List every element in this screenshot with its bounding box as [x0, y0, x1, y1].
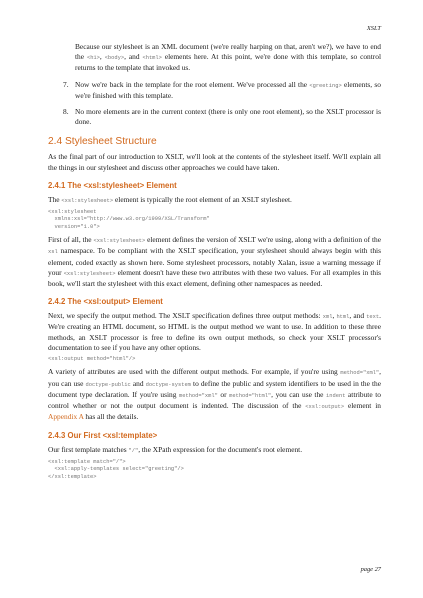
list-number-8: 8.: [63, 107, 69, 117]
code-xsl: xsl: [48, 249, 58, 256]
code-method-text: text: [366, 314, 380, 321]
intro-paragraph: [75, 42, 381, 74]
code-method-xml-attr-2: method="xml": [178, 392, 218, 399]
s242-p2-e: attribute to control whether or not the output document is indented. The discussion of the: [48, 389, 381, 411]
code-method-html-attr: method="html": [229, 392, 272, 399]
s241-p2-c: namespace. To be compliant with the XSLT specification, your stylesheet should always begin with this element, coded exactly as shown here. Some stylesheet processors, notably Xalan, issue a warning message if your: [48, 246, 381, 277]
running-header: XSLT: [366, 25, 381, 32]
s241-text-a: The: [48, 194, 60, 204]
code-root-match: "/": [128, 447, 139, 454]
intro-sep-1: ,: [99, 52, 102, 62]
section-heading-2-4-1: 2.4.1 The <xsl:stylesheet> Element: [48, 180, 177, 190]
code-block-output: <xsl:output method="html"/>: [48, 356, 136, 363]
code-doctype-system: doctype-system: [145, 381, 191, 388]
s242-p2-c: to define the public and system identifiers to be used in the the document type declaration. If you're using: [48, 378, 381, 399]
s241-p2-b: element defines the version of XSLT we're using, along with a definition of the: [147, 235, 381, 245]
s242-p2-f: element in: [347, 401, 381, 411]
list-number-7: 7.: [63, 79, 69, 89]
s242-p2-a: A variety of attributes are used with the different output methods. For example, if you're using: [48, 367, 338, 377]
code-block-template: <xsl:template match="/"> <xsl:apply-templates select="greeting"/> </xsl:template>: [48, 458, 184, 480]
page-number: page 27: [360, 566, 381, 573]
code-block-stylesheet: <xsl:stylesheet xmlns:xsl="http://www.w3.org/1999/XSL/Transform" version="1.0">: [48, 209, 210, 230]
code-body: <body>: [104, 55, 125, 62]
list-item-8: [63, 107, 381, 127]
list-item-8-text: No more elements are in the current context (there is only one root element), so the XSLT processor is done.: [75, 107, 381, 127]
stylesheet-intro-paragraph: [48, 195, 381, 206]
item7-text-a: Now we're back in the template for the root element. We've processed all the: [75, 79, 308, 89]
intro-text-1: Because our stylesheet is an XML document (we're really harping on that, aren't we?), we have to end the: [75, 42, 381, 62]
section-heading-2-4-2: 2.4.2 The <xsl:output> Element: [48, 297, 163, 307]
stylesheet-detail-paragraph: [48, 235, 381, 289]
code-xsl-stylesheet: <xsl:stylesheet>: [61, 197, 114, 204]
intro-text-2: elements here. At this point, we're done with this template, so control returns to the template that invoked us.: [75, 52, 382, 73]
appendix-a-link[interactable]: Appendix A: [48, 412, 84, 422]
item7-text-b: elements, so we're finished with this template.: [75, 79, 381, 100]
code-html: <html>: [142, 55, 162, 62]
code-method-xml: xml: [322, 314, 333, 321]
s243-p1-b: , the XPath expression for the document's root element.: [138, 444, 303, 454]
s241-p2-a: First of all, the: [48, 235, 92, 245]
s243-p1-a: Our first template matches: [48, 444, 127, 454]
s242-p2-g: has all the details.: [85, 412, 139, 422]
s242-p1-a: Next, we specify the output method. The XSLT specification defines three output methods:: [48, 311, 321, 321]
code-method-html: html: [336, 314, 350, 321]
output-methods-paragraph: Next, we specify the output method. The XSLT specification defines three output methods: xml, html, and text. We're creating an HTML document, so HTML is the output method we want to use. In addition to these three methods, an XSLT processor is free to define its own output methods, so check your XSLT processor's documentation to see if you have any other options.: [48, 311, 381, 352]
s242-or: or: [220, 389, 227, 399]
output-attributes-paragraph: [48, 367, 381, 422]
code-doctype-public: doctype-public: [85, 381, 131, 388]
code-xsl-output: <xsl:output>: [305, 404, 345, 411]
code-xsl-stylesheet-2: <xsl:stylesheet>: [93, 238, 146, 245]
first-template-paragraph: [48, 445, 381, 456]
section-heading-2-4: 2.4 Stylesheet Structure: [48, 136, 157, 148]
s242-p2-b: , you can use: [48, 367, 382, 388]
section-2-4-paragraph: As the final part of our introduction to XSLT, we'll look at the contents of the stylesheet itself. We'll explain all the things in our stylesheet and discuss other approaches we could have taken.: [48, 152, 381, 172]
s242-and: and: [132, 378, 144, 388]
s242-p2-d: , you can use the: [271, 389, 324, 399]
code-method-xml-attr: method="xml": [340, 370, 380, 377]
code-indent: indent: [326, 392, 346, 399]
list-item-7: [63, 79, 381, 101]
s242-p1-b: We're creating an HTML document, so HTML is the output method we want to use. In addition to these three methods, an XSLT processor is free to define its own output methods, so check your XSLT processor's documentation to see if you have any other options.: [48, 322, 381, 352]
s241-text-b: element is typically the root element of an XSLT stylesheet.: [114, 194, 292, 204]
s241-p2-d: element doesn't have these two attributes with these two values. For all examples in this book, we'll start the stylesheet with this exact element, defining other namespaces as needed.: [48, 267, 381, 289]
code-greeting: <greeting>: [309, 82, 342, 89]
code-xsl-stylesheet-3: <xsl:stylesheet>: [63, 270, 116, 277]
list-item-7-text: [75, 80, 381, 101]
section-heading-2-4-3: 2.4.3 Our First <xsl:template>: [48, 430, 158, 440]
page-content: [48, 42, 381, 485]
code-h1: <h1>: [86, 55, 100, 62]
intro-sep-2: , and: [124, 52, 140, 62]
